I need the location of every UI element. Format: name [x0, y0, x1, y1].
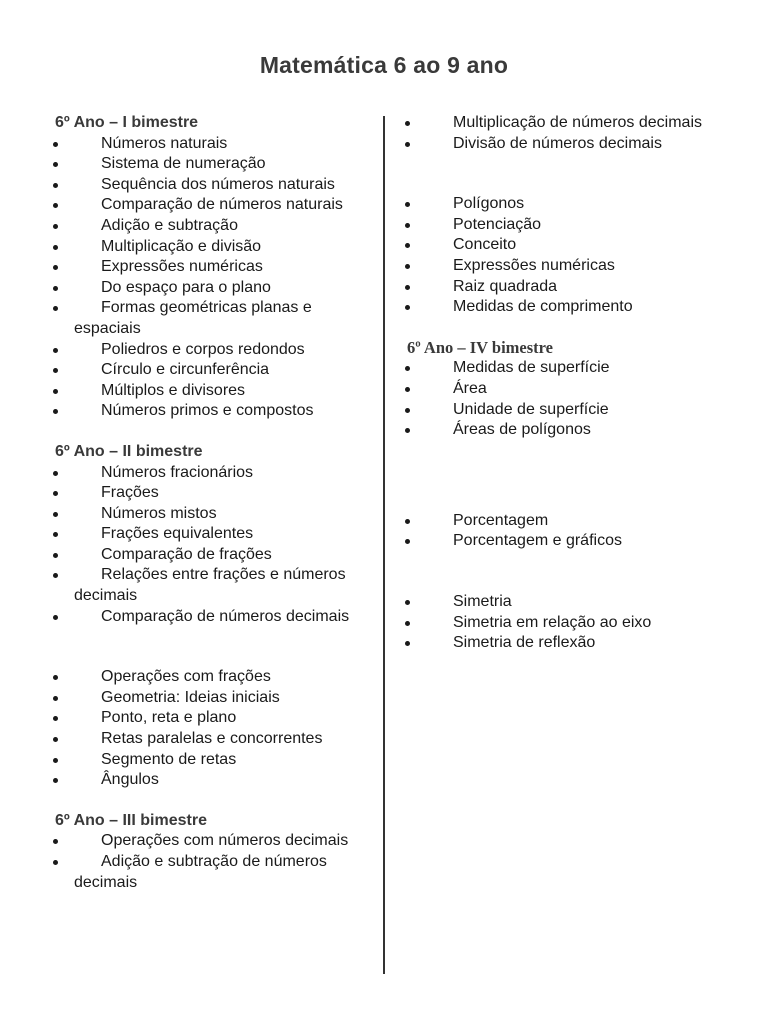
list-item-text: Números primos e compostos [101, 402, 314, 420]
list-2nd-bimester-continued [50, 667, 368, 791]
list-item [402, 256, 720, 277]
list-item [50, 607, 368, 628]
bullet-icon [405, 243, 410, 248]
list-item [50, 278, 368, 299]
bullet-icon [53, 471, 58, 476]
bullet-icon [53, 491, 58, 496]
list-item-text: Área [453, 379, 487, 397]
list-item [402, 358, 720, 379]
list-item [50, 463, 368, 484]
list-item-text: Poliedros e corpos redondos [101, 340, 305, 358]
spacer [50, 791, 368, 811]
list-symmetry [402, 592, 720, 654]
bullet-icon [405, 285, 410, 290]
bullet-icon [405, 428, 410, 433]
right-column [402, 113, 720, 654]
list-item [50, 729, 368, 750]
list-item-text: Raiz quadrada [453, 277, 558, 295]
list-1st-bimester [50, 134, 368, 422]
list-item-text: Multiplicação e divisão [101, 237, 262, 255]
bullet-icon [405, 600, 410, 605]
list-item [50, 401, 368, 422]
list-item [50, 175, 368, 196]
list-item-text: Ponto, reta e plano [101, 709, 237, 727]
list-item-text: Sistema de numeração [101, 155, 266, 173]
list-item [50, 381, 368, 402]
bullet-icon [53, 532, 58, 537]
list-item-text: Sequência dos números naturais [101, 175, 335, 193]
list-item [402, 113, 720, 134]
list-item-text: Potenciação [453, 215, 542, 233]
list-item-text: Operações com frações [101, 668, 271, 686]
list-item [50, 483, 368, 504]
bullet-icon [405, 539, 410, 544]
list-item [50, 688, 368, 709]
list-item-text: Números fracionários [101, 463, 254, 481]
bullet-icon [53, 737, 58, 742]
list-item [402, 297, 720, 318]
list-item [402, 277, 720, 298]
bullet-icon [53, 758, 58, 763]
bullet-icon [53, 348, 58, 353]
bullet-icon [53, 512, 58, 517]
bullet-icon [405, 142, 410, 147]
bullet-icon [405, 121, 410, 126]
section-title-4th-bimester: 6º Ano – IV bimestre [407, 337, 554, 357]
list-item-text: Números mistos [101, 504, 217, 522]
list-item-text: Simetria de reflexão [453, 634, 596, 652]
spacer [402, 318, 720, 338]
list-item-text: Conceito [453, 236, 517, 254]
spacer [402, 552, 720, 592]
list-item-text: Medidas de superfície [453, 359, 610, 377]
bullet-icon [53, 142, 58, 147]
list-item [402, 235, 720, 256]
list-item [402, 633, 720, 654]
bullet-icon [53, 162, 58, 167]
bullet-icon [405, 305, 410, 310]
list-item [402, 194, 720, 215]
list-item-text: Simetria em relação ao eixo [453, 613, 652, 631]
bullet-icon [53, 553, 58, 558]
list-item [50, 852, 368, 893]
bullet-icon [53, 203, 58, 208]
bullet-icon [53, 306, 58, 311]
bullet-icon [53, 573, 58, 578]
bullet-icon [53, 615, 58, 620]
list-item-text: Porcentagem e gráficos [453, 532, 622, 550]
page-title: Matemática 6 ao 9 ano [259, 52, 509, 78]
bullet-icon [405, 264, 410, 269]
list-item-text: Áreas de polígonos [453, 421, 591, 439]
list-item [50, 750, 368, 771]
list-3rd-bimester [50, 831, 368, 893]
list-item-text: Retas paralelas e concorrentes [101, 730, 323, 748]
list-item-text: Porcentagem [453, 511, 549, 529]
bullet-icon [53, 839, 58, 844]
list-item-text: Segmento de retas [101, 750, 237, 768]
section-title-1st-bimester: 6º Ano – I bimestre [55, 114, 199, 131]
bullet-icon [53, 860, 58, 865]
list-3rd-bimester-topics [402, 194, 720, 318]
bullet-icon [53, 265, 58, 270]
list-item-text: Unidade de superfície [453, 400, 609, 418]
bullet-icon [53, 409, 58, 414]
section-title-2nd-bimester: 6º Ano – II bimestre [55, 442, 203, 460]
bullet-icon [53, 716, 58, 721]
list-item [402, 134, 720, 155]
section-title-3rd-bimester: 6º Ano – III bimestre [55, 811, 207, 829]
list-item-text: Comparação de números decimais [101, 607, 350, 625]
list-item-text: Multiplicação de números decimais [453, 114, 702, 131]
bullet-icon [405, 408, 410, 413]
list-item [50, 504, 368, 525]
list-item [402, 420, 720, 441]
list-item [50, 154, 368, 175]
list-item [50, 831, 368, 852]
bullet-icon [405, 519, 410, 524]
list-item [50, 134, 368, 155]
list-item-text: Relações entre frações e números decimais [74, 566, 346, 605]
list-2nd-bimester [50, 463, 368, 628]
list-item [402, 511, 720, 532]
list-item [402, 215, 720, 236]
spacer [402, 154, 720, 194]
list-item [50, 216, 368, 237]
list-item-text: Formas geométricas planas e espaciais [74, 299, 312, 337]
bullet-icon [405, 641, 410, 646]
list-item-text: Frações equivalentes [101, 525, 254, 543]
list-percentage [402, 511, 720, 552]
left-column [50, 113, 368, 893]
bullet-icon [405, 621, 410, 626]
list-item [50, 257, 368, 278]
spacer [50, 422, 368, 442]
list-item-text: Adição e subtração [101, 216, 238, 234]
bullet-icon [405, 387, 410, 392]
list-item-text: Medidas de comprimento [453, 298, 633, 316]
list-item-text: Múltiplos e divisores [101, 381, 246, 399]
list-item [50, 237, 368, 258]
list-item [50, 298, 368, 339]
list-item [50, 195, 368, 216]
list-item [402, 379, 720, 400]
spacer [402, 441, 720, 511]
column-divider [383, 116, 385, 974]
bullet-icon [405, 202, 410, 207]
list-item-text: Frações [101, 484, 159, 502]
bullet-icon [53, 286, 58, 291]
list-item [50, 340, 368, 361]
bullet-icon [53, 696, 58, 701]
list-item [402, 531, 720, 552]
bullet-icon [53, 245, 58, 250]
list-item [402, 400, 720, 421]
bullet-icon [405, 366, 410, 371]
list-item-text: Geometria: Ideias iniciais [101, 688, 280, 706]
bullet-icon [53, 183, 58, 188]
bullet-icon [53, 368, 58, 373]
list-item-text: Números naturais [101, 134, 228, 152]
list-item-text: Operações com números decimais [101, 832, 349, 850]
list-item-text: Simetria [453, 592, 512, 610]
list-item-text: Comparação de frações [101, 545, 272, 563]
list-3rd-bimester-continued [402, 113, 720, 154]
spacer [50, 627, 368, 667]
list-item [402, 613, 720, 634]
list-item-text: Do espaço para o plano [101, 278, 271, 296]
list-item [50, 708, 368, 729]
bullet-icon [53, 675, 58, 680]
list-item [402, 592, 720, 613]
bullet-icon [405, 223, 410, 228]
list-item [50, 565, 368, 606]
list-item-text: Comparação de números naturais [101, 196, 343, 214]
list-item [50, 770, 368, 791]
bullet-icon [53, 224, 58, 229]
bullet-icon [53, 778, 58, 783]
list-item [50, 545, 368, 566]
list-item-text: Expressões numéricas [101, 258, 263, 276]
bullet-icon [53, 389, 58, 394]
list-item-text: Polígonos [453, 195, 525, 213]
list-item [50, 667, 368, 688]
list-item-text: Círculo e circunferência [101, 361, 270, 379]
list-item-text: Ângulos [101, 771, 159, 789]
list-item-text: Adição e subtração de números decimais [74, 853, 327, 891]
list-item [50, 524, 368, 545]
list-item [50, 360, 368, 381]
list-item-text: Divisão de números decimais [453, 134, 662, 152]
list-item-text: Expressões numéricas [453, 256, 615, 274]
list-4th-bimester [402, 358, 720, 440]
